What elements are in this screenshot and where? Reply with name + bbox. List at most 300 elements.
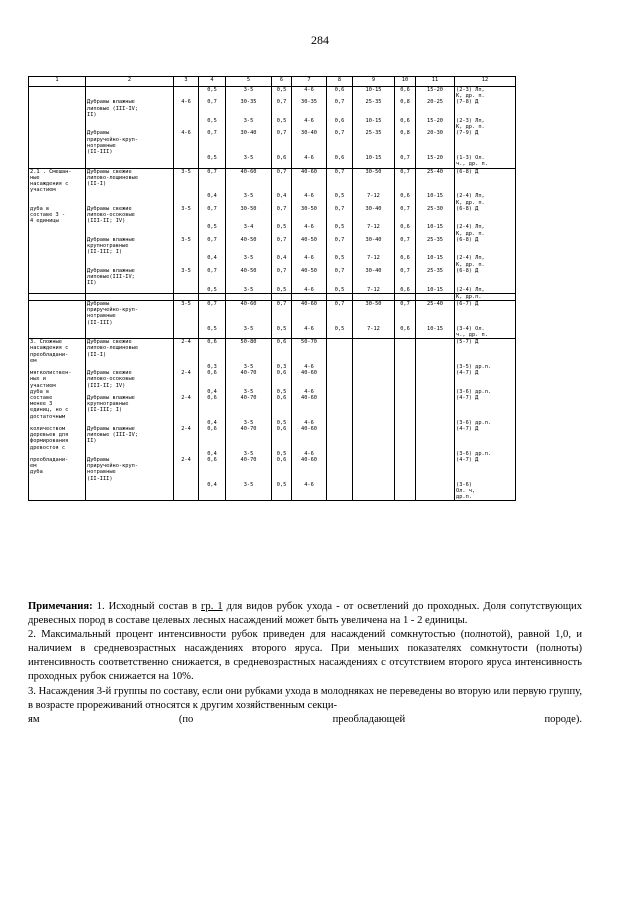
table-cell-col-5 <box>226 293 272 300</box>
table-cell-col-8 <box>327 370 353 389</box>
table-cell-col-5: 40-70 <box>226 370 272 389</box>
column-header-12: 12 <box>455 77 516 87</box>
table-cell-col-2 <box>86 287 174 294</box>
table-cell-col-11 <box>416 339 455 364</box>
column-header-11: 11 <box>416 77 455 87</box>
table-cell-col-7: 4-6 <box>292 326 327 339</box>
table-cell-col-2: Дубравы свежие липово-лещиновые (II-I) <box>86 339 174 364</box>
table-cell-col-11: 20-30 <box>416 130 455 155</box>
table-cell-col-7: 50-70 <box>292 339 327 364</box>
table-cell-col-10: 0,7 <box>395 155 416 168</box>
table-cell-col-10: 0,7 <box>395 168 416 193</box>
note-1-text-a: 1. Исходный состав в <box>92 601 202 612</box>
table-cell-col-2 <box>86 155 174 168</box>
table-cell-col-10 <box>395 293 416 300</box>
table-cell-col-3 <box>174 155 199 168</box>
table-cell-col-9: 7-12 <box>353 193 395 205</box>
table-cell-col-9 <box>353 457 395 482</box>
table-cell-col-5: 50-80 <box>226 339 272 364</box>
table-cell-col-6: 0,5 <box>272 87 292 100</box>
table-cell-col-6: 0,5 <box>272 118 292 130</box>
table-cell-col-8 <box>327 339 353 364</box>
table-cell-col-6: 0,4 <box>272 193 292 205</box>
table-cell-col-12: (2-3) Лп, К, др. п. <box>455 118 516 130</box>
table-cell-col-11: 15-20 <box>416 87 455 100</box>
table-cell-col-6: 0,6 <box>272 395 292 420</box>
table-cell-col-9: 25-35 <box>353 99 395 118</box>
table-cell-col-11 <box>416 426 455 451</box>
table-cell-col-9: 7-12 <box>353 255 395 267</box>
table-cell-col-5: 30-50 <box>226 206 272 225</box>
table-cell-col-4: 0,4 <box>199 389 226 395</box>
table-cell-col-9: 10-15 <box>353 87 395 100</box>
table-cell-col-10: 0,7 <box>395 206 416 225</box>
note-1 <box>28 600 582 628</box>
table-cell-col-6: 0,7 <box>272 300 292 325</box>
table-cell-col-7: 4-6 <box>292 420 327 426</box>
table-row <box>29 326 516 339</box>
table-cell-col-9 <box>353 482 395 501</box>
table-cell-col-7: 4-6 <box>292 287 327 294</box>
table-row <box>29 99 516 118</box>
table-cell-col-9: 30-50 <box>353 168 395 193</box>
note-1-link[interactable]: гр. 1 <box>201 601 223 612</box>
table-cell-col-1 <box>29 118 86 130</box>
table-cell-col-6: 0,5 <box>272 224 292 236</box>
table-cell-col-7: 40-60 <box>292 168 327 193</box>
table-cell-col-3: 2-4 <box>174 457 199 482</box>
table-cell-col-5: 40-70 <box>226 457 272 482</box>
table-cell-col-6: 0,6 <box>272 370 292 389</box>
column-header-3: 3 <box>174 77 199 87</box>
table-cell-col-10: 0,6 <box>395 118 416 130</box>
table-cell-col-3 <box>174 293 199 300</box>
table-cell-col-9: 30-40 <box>353 268 395 287</box>
table-cell-col-12: (2-4) Лп, <box>455 287 516 294</box>
table-cell-col-1: дуба в <box>29 389 86 395</box>
table-cell-col-1: составе менее 3 единиц, но с достаточным <box>29 395 86 420</box>
table-cell-col-9 <box>353 395 395 420</box>
table-cell-col-4: 0,4 <box>199 255 226 267</box>
table-cell-col-10 <box>395 339 416 364</box>
note-1-text-b: для видов рубок ухода - от осветлений до проходных. Доля сопутствующих древесных пород в составе целевых лесных насаждений может быть увеличена на 1 - 2 единицы. <box>28 601 583 627</box>
table-cell-col-3: 4-6 <box>174 130 199 155</box>
table-cell-col-4: 0,4 <box>199 451 226 457</box>
table-cell-col-5: 40-70 <box>226 426 272 451</box>
table-cell-col-5: 3-5 <box>226 118 272 130</box>
table-row <box>29 370 516 389</box>
table-cell-col-4: 0,6 <box>199 395 226 420</box>
table-cell-col-10: 0,6 <box>395 287 416 294</box>
thinning-intensity-table <box>28 76 516 501</box>
table-cell-col-4: 0,5 <box>199 87 226 100</box>
table-cell-col-2: Дубравы влажные крупнотравные (II-III; I) <box>86 237 174 256</box>
table-cell-col-2 <box>86 255 174 267</box>
table-cell-col-12: (6-8) Д <box>455 237 516 256</box>
table-cell-col-2 <box>86 193 174 205</box>
notes-label: Примечания: <box>28 601 93 612</box>
table-cell-col-8: 0,6 <box>327 118 353 130</box>
table-cell-col-2: Дубравы свежие липово-лещиновые (II-I) <box>86 168 174 193</box>
table-row <box>29 482 516 501</box>
table-cell-col-6: 0,6 <box>272 426 292 451</box>
table-cell-col-7: 4-6 <box>292 224 327 236</box>
table-row <box>29 193 516 205</box>
table-cell-col-1: преобладани- ем дуба <box>29 457 86 482</box>
table-cell-col-8: 0,5 <box>327 224 353 236</box>
table-cell-col-5: 3-5 <box>226 364 272 370</box>
table-cell-col-7: 4-6 <box>292 389 327 395</box>
table-cell-col-6 <box>272 293 292 300</box>
table-cell-col-5: 40-50 <box>226 268 272 287</box>
table-cell-col-12: (6-8) Д <box>455 268 516 287</box>
table-cell-col-11: 15-20 <box>416 118 455 130</box>
table-cell-col-5: 3-5 <box>226 451 272 457</box>
table-cell-col-7: 4-6 <box>292 155 327 168</box>
table-cell-col-6: 0,5 <box>272 482 292 501</box>
table-cell-col-6: 0,7 <box>272 268 292 287</box>
table-cell-col-5: 3-5 <box>226 326 272 339</box>
table-cell-col-8: 0,5 <box>327 255 353 267</box>
table-cell-col-8: 0,6 <box>327 87 353 100</box>
note-3 <box>28 685 582 727</box>
table-cell-col-10: 0,8 <box>395 99 416 118</box>
table-cell-col-7: 40-50 <box>292 237 327 256</box>
table-cell-col-9 <box>353 293 395 300</box>
table-cell-col-4 <box>199 293 226 300</box>
table-cell-col-2: Дубравы приручейно-круп- нотравные (II-III) <box>86 300 174 325</box>
table-cell-col-8: 0,7 <box>327 130 353 155</box>
table-cell-col-6: 0,4 <box>272 255 292 267</box>
table-cell-col-7: 4-6 <box>292 451 327 457</box>
table-cell-col-10: 0,7 <box>395 268 416 287</box>
table-cell-col-3 <box>174 482 199 501</box>
table-cell-col-8: 0,6 <box>327 155 353 168</box>
table-cell-col-8: 0,5 <box>327 287 353 294</box>
table-cell-col-6: 0,7 <box>272 168 292 193</box>
table-row <box>29 87 516 100</box>
table-cell-col-12: (3-5) др.п. <box>455 364 516 370</box>
table-cell-col-9: 25-35 <box>353 130 395 155</box>
table-cell-col-4: 0,7 <box>199 268 226 287</box>
column-header-9: 9 <box>353 77 395 87</box>
table-cell-col-9: 30-40 <box>353 206 395 225</box>
table-cell-col-8: 0,7 <box>327 268 353 287</box>
table-cell-col-1 <box>29 287 86 294</box>
table-cell-col-7: 40-60 <box>292 426 327 451</box>
table-cell-col-3: 3-5 <box>174 268 199 287</box>
table-cell-col-5: 3-5 <box>226 255 272 267</box>
table-cell-col-3 <box>174 87 199 100</box>
table-cell-col-4: 0,5 <box>199 326 226 339</box>
table-cell-col-12: (6-7) Д <box>455 300 516 325</box>
table-cell-col-2 <box>86 326 174 339</box>
table-cell-col-1 <box>29 300 86 325</box>
table-cell-col-8 <box>327 426 353 451</box>
table-row <box>29 293 516 300</box>
table-cell-col-1 <box>29 130 86 155</box>
table-cell-col-8 <box>327 482 353 501</box>
table-cell-col-4: 0,6 <box>199 339 226 364</box>
table-cell-col-11: 25-35 <box>416 237 455 256</box>
table-cell-col-4: 0,7 <box>199 99 226 118</box>
table-cell-col-12: (5-7) Д <box>455 339 516 364</box>
table-cell-col-9: 7-12 <box>353 224 395 236</box>
table-cell-col-8: 0,7 <box>327 237 353 256</box>
table-cell-col-10: 0,6 <box>395 255 416 267</box>
table-cell-col-12: (6-8) Д <box>455 168 516 193</box>
table-cell-col-11: 15-20 <box>416 155 455 168</box>
table-cell-col-5: 3-5 <box>226 87 272 100</box>
table-cell-col-10: 0,7 <box>395 300 416 325</box>
table-row <box>29 224 516 236</box>
table-cell-col-8: 0,7 <box>327 206 353 225</box>
table-cell-col-7: 4-6 <box>292 87 327 100</box>
table-cell-col-3 <box>174 224 199 236</box>
table-cell-col-12: (4-7) Д <box>455 370 516 389</box>
table-cell-col-4: 0,7 <box>199 237 226 256</box>
table-cell-col-1 <box>29 99 86 118</box>
table-cell-col-4: 0,3 <box>199 364 226 370</box>
table-cell-col-12: (2-4) Лп, К, др. п. <box>455 255 516 267</box>
table-cell-col-11 <box>416 482 455 501</box>
table-cell-col-6: 0,3 <box>272 364 292 370</box>
table-cell-col-4: 0,5 <box>199 224 226 236</box>
table-cell-col-4: 0,5 <box>199 118 226 130</box>
table-cell-col-2: Дубравы свежие липово-осоковые (III-II; IV) <box>86 206 174 225</box>
table-cell-col-6: 0,5 <box>272 451 292 457</box>
table-cell-col-12: (2-4) Лп, К, др. п. <box>455 224 516 236</box>
column-header-10: 10 <box>395 77 416 87</box>
table-cell-col-9: 7-12 <box>353 326 395 339</box>
table-cell-col-8: 0,5 <box>327 326 353 339</box>
table-cell-col-12: (6-8) Д <box>455 206 516 225</box>
table-cell-col-5: 30-40 <box>226 130 272 155</box>
table-row <box>29 287 516 294</box>
column-header-2: 2 <box>86 77 174 87</box>
table-cell-col-7: 4-6 <box>292 364 327 370</box>
table-cell-col-10: 0,6 <box>395 193 416 205</box>
table-cell-col-3: 3-5 <box>174 206 199 225</box>
table-row <box>29 237 516 256</box>
table-cell-col-12: (3-6) др.п. <box>455 389 516 395</box>
table-cell-col-5: 3-5 <box>226 482 272 501</box>
table-cell-col-1: мягколиствен- ных и участием <box>29 370 86 389</box>
table-cell-col-12: (4-7) Д <box>455 426 516 451</box>
table-cell-col-6: 0,5 <box>272 420 292 426</box>
table-cell-col-3 <box>174 193 199 205</box>
table-cell-col-6: 0,6 <box>272 339 292 364</box>
table-cell-col-3 <box>174 118 199 130</box>
table-cell-col-4: 0,4 <box>199 482 226 501</box>
table-row <box>29 395 516 420</box>
table-cell-col-9: 10-15 <box>353 155 395 168</box>
table-cell-col-9: 10-15 <box>353 118 395 130</box>
table-cell-col-11: 10-15 <box>416 326 455 339</box>
table-cell-col-10 <box>395 370 416 389</box>
column-header-7: 7 <box>292 77 327 87</box>
table-cell-col-11: 10-15 <box>416 287 455 294</box>
column-header-8: 8 <box>327 77 353 87</box>
table-cell-col-3: 3-5 <box>174 237 199 256</box>
table-cell-col-5: 3-4 <box>226 224 272 236</box>
table-cell-col-3: 2-4 <box>174 426 199 451</box>
table-cell-col-8: 0,7 <box>327 99 353 118</box>
table-cell-col-1 <box>29 268 86 287</box>
table-cell-col-2: Дубравы влажные липовые (III-IV; II) <box>86 426 174 451</box>
table-cell-col-10: 0,6 <box>395 87 416 100</box>
table-cell-col-8: 0,7 <box>327 300 353 325</box>
table-cell-col-5: 30-35 <box>226 99 272 118</box>
table-cell-col-9: 30-50 <box>353 300 395 325</box>
table-cell-col-9: 30-40 <box>353 237 395 256</box>
table-row <box>29 300 516 325</box>
table-row <box>29 130 516 155</box>
table-body <box>29 87 516 501</box>
table-cell-col-4: 0,5 <box>199 287 226 294</box>
table-cell-col-7: 4-6 <box>292 118 327 130</box>
table-cell-col-6: 0,7 <box>272 99 292 118</box>
table-cell-col-10: 0,8 <box>395 130 416 155</box>
table-cell-col-11 <box>416 293 455 300</box>
table-cell-col-2: Дубравы влажные липовые (III-IV; II) <box>86 99 174 118</box>
table-cell-col-7: 4-6 <box>292 482 327 501</box>
table-cell-col-1: 2.1 . Смешан- ные насаждения с участием <box>29 168 86 193</box>
table-cell-col-2 <box>86 482 174 501</box>
table-cell-col-5: 3-5 <box>226 193 272 205</box>
table-cell-col-4: 0,6 <box>199 457 226 482</box>
note-3-text-b: ям (по преобладающей породе). <box>28 713 582 725</box>
table-cell-col-11 <box>416 395 455 420</box>
table-row <box>29 155 516 168</box>
table-cell-col-1 <box>29 193 86 205</box>
table-cell-col-7: 40-60 <box>292 300 327 325</box>
note-2: 2. Максимальный процент интенсивности рубок приведен для насаждений сомкнутостью (полнотой), равной 1,0, и наличием в средневозрастных насаждениях второго яруса. При меньших показателях сомкнутости (полноты) интенсивность соответственно снижается, в средневозрастных насаждениях с отсутствием второго яруса интенсивность проходных рубок снижается на 10%. <box>28 629 582 683</box>
table-cell-col-11 <box>416 370 455 389</box>
table-cell-col-11: 25-40 <box>416 300 455 325</box>
table-cell-col-4: 0,7 <box>199 168 226 193</box>
table-cell-col-12: (3-6) др.п. <box>455 451 516 457</box>
table-cell-col-2 <box>86 224 174 236</box>
table-row <box>29 118 516 130</box>
table-cell-col-12: (2-3) Лп, К, др. п. <box>455 87 516 100</box>
table-cell-col-9 <box>353 370 395 389</box>
table-row <box>29 426 516 451</box>
table-cell-col-3: 3-5 <box>174 300 199 325</box>
table-cell-col-11: 25-30 <box>416 206 455 225</box>
table-cell-col-9 <box>353 339 395 364</box>
notes-block <box>28 600 582 727</box>
table-cell-col-11 <box>416 457 455 482</box>
table-cell-col-12: (3-6) др.п. <box>455 420 516 426</box>
column-header-6: 6 <box>272 77 292 87</box>
table-cell-col-3: 4-6 <box>174 99 199 118</box>
table-cell-col-12: (7-9) Д <box>455 130 516 155</box>
table-cell-col-3 <box>174 326 199 339</box>
table-row <box>29 339 516 364</box>
table-cell-col-12: (4-7) Д <box>455 457 516 482</box>
table-cell-col-2: Дубравы влажные липовые(III-IV; II) <box>86 268 174 287</box>
table-cell-col-6: 0,6 <box>272 457 292 482</box>
table-row <box>29 168 516 193</box>
table-cell-col-4: 0,7 <box>199 130 226 155</box>
table-cell-col-12: (7-8) Д <box>455 99 516 118</box>
note-3-text-a: 3. Насаждения 3-й группы по составу, если они рубками ухода в молодняках не переведены во вторую или первую группу, в возрасте прореживаний относятся к другим хозяйственным секци- <box>28 685 582 711</box>
table-cell-col-4: 0,7 <box>199 300 226 325</box>
table-cell-col-3 <box>174 287 199 294</box>
table-cell-col-3 <box>174 255 199 267</box>
table-cell-col-5: 3-5 <box>226 155 272 168</box>
table-cell-col-7: 30-50 <box>292 206 327 225</box>
table-cell-col-8: 0,5 <box>327 193 353 205</box>
table-cell-col-10: 0,6 <box>395 224 416 236</box>
table-cell-col-6: 0,5 <box>272 287 292 294</box>
table-cell-col-2 <box>86 293 174 300</box>
table-cell-col-4: 0,6 <box>199 370 226 389</box>
table-cell-col-4: 0,4 <box>199 193 226 205</box>
page-number: 284 <box>311 33 329 47</box>
table-cell-col-1 <box>29 155 86 168</box>
table-cell-col-6: 0,7 <box>272 206 292 225</box>
table-cell-col-1: дуба в составе 3 - 4 единицы <box>29 206 86 225</box>
table-cell-col-8 <box>327 293 353 300</box>
table-cell-col-1 <box>29 237 86 256</box>
table-cell-col-2: Дубравы приручейно-круп- нотравные (II-III) <box>86 130 174 155</box>
table-cell-col-12: (3-4) Ол. ч., др. п. <box>455 326 516 339</box>
table-cell-col-6: 0,7 <box>272 237 292 256</box>
table-cell-col-5: 40-70 <box>226 395 272 420</box>
table-cell-col-5: 3-5 <box>226 420 272 426</box>
table-cell-col-10 <box>395 426 416 451</box>
table-cell-col-2 <box>86 118 174 130</box>
table-cell-col-8: 0,7 <box>327 168 353 193</box>
table-cell-col-2: Дубравы влажные крупнотравные (II-III; I) <box>86 395 174 420</box>
table-cell-col-8 <box>327 395 353 420</box>
table-cell-col-1 <box>29 482 86 501</box>
table-cell-col-7: 40-60 <box>292 457 327 482</box>
table-cell-col-11: 10-15 <box>416 255 455 267</box>
table-cell-col-7: 30-35 <box>292 99 327 118</box>
table-cell-col-2: Дубравы приручейно-круп- нотравные (II-III) <box>86 457 174 482</box>
table-cell-col-5: 40-60 <box>226 300 272 325</box>
table-cell-col-6: 0,7 <box>272 130 292 155</box>
table-cell-col-7: 30-40 <box>292 130 327 155</box>
table-cell-col-2 <box>86 87 174 100</box>
column-header-5: 5 <box>226 77 272 87</box>
table-row <box>29 206 516 225</box>
table-cell-col-3: 2-4 <box>174 395 199 420</box>
table-cell-col-11: 25-40 <box>416 168 455 193</box>
table-cell-col-12: (3-6) Ол. ч, др.п. <box>455 482 516 501</box>
table-cell-col-1 <box>29 87 86 100</box>
table-cell-col-7: 40-50 <box>292 268 327 287</box>
table-cell-col-12: (4-7) Д <box>455 395 516 420</box>
table-cell-col-9 <box>353 426 395 451</box>
table-cell-col-1 <box>29 326 86 339</box>
table-cell-col-1 <box>29 224 86 236</box>
table-cell-col-11: 10-15 <box>416 224 455 236</box>
column-header-1: 1 <box>29 77 86 87</box>
table-cell-col-12: (1-3) Ол. ч., др. п. <box>455 155 516 168</box>
table-cell-col-1: количеством деревьев для формирования древостоя с <box>29 426 86 451</box>
table-cell-col-1: 3. Сложные насаждения с преобладани- ем <box>29 339 86 364</box>
table-row <box>29 268 516 287</box>
table-row <box>29 457 516 482</box>
table-header-row <box>29 77 516 87</box>
column-header-4: 4 <box>199 77 226 87</box>
table-cell-col-9: 7-12 <box>353 287 395 294</box>
table-cell-col-8 <box>327 457 353 482</box>
